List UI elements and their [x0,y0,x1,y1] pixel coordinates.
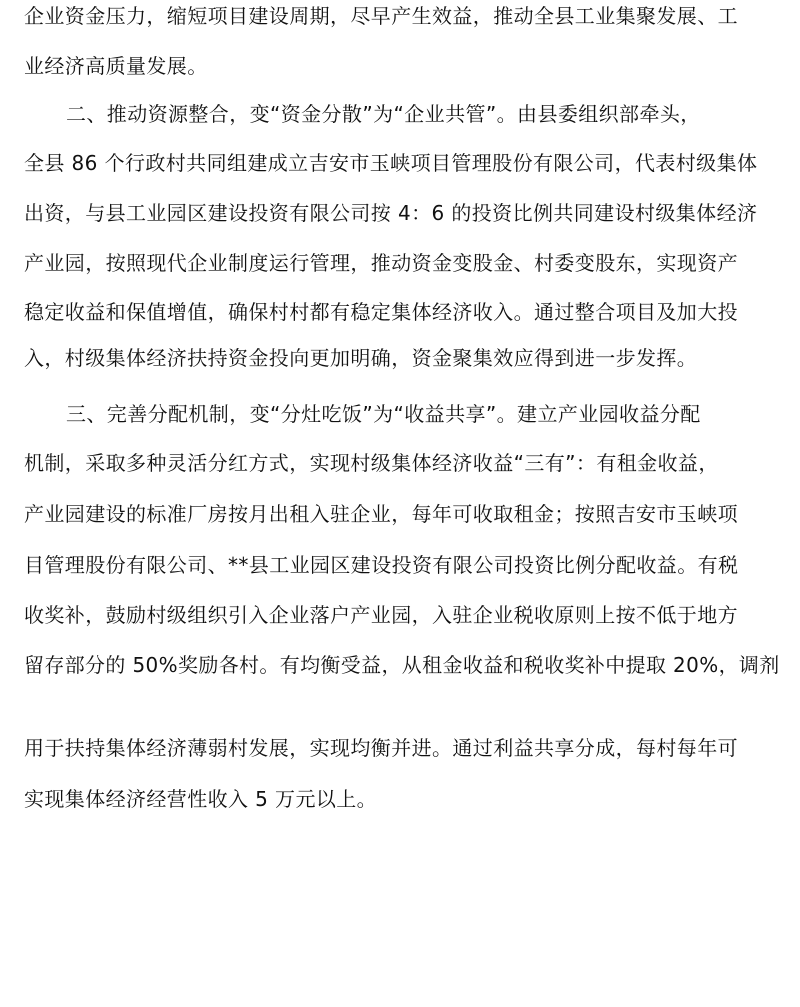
paragraph-line: 二、推动资源整合，变“资金分散”为“企业共管”。由县委组织部牵头， [66,102,701,126]
paragraph-line: 产业园建设的标准厂房按月出租入驻企业，每年可收取租金；按照吉安市玉峡项 [24,502,738,526]
paragraph-line: 出资，与县工业园区建设投资有限公司按 4：6 的投资比例共同建设村级集体经济 [24,201,758,225]
paragraph-line: 全县 86 个行政村共同组建成立吉安市玉峡项目管理股份有限公司，代表村级集体 [24,151,758,175]
paragraph-line: 三、完善分配机制，变“分灶吃饭”为“收益共享”。建立产业园收益分配 [66,402,701,426]
paragraph-line: 用于扶持集体经济薄弱村发展，实现均衡并进。通过利益共享分成，每村每年可 [24,736,738,760]
paragraph-line: 产业园，按照现代企业制度运行管理，推动资金变股金、村委变股东，实现资产 [24,251,738,275]
paragraph-line: 收奖补，鼓励村级组织引入企业落户产业园，入驻企业税收原则上按不低于地方 [24,603,738,627]
paragraph-line: 实现集体经济经营性收入 5 万元以上。 [24,787,378,811]
paragraph-line: 企业资金压力，缩短项目建设周期，尽早产生效益，推动全县工业集聚发展、工 [24,4,738,28]
paragraph-line: 稳定收益和保值增值，确保村村都有稳定集体经济收入。通过整合项目及加大投 [24,300,738,324]
paragraph-line: 留存部分的 50%奖励各村。有均衡受益，从租金收益和税收奖补中提取 20%，调剂 [24,653,780,677]
paragraph-line: 入，村级集体经济扶持资金投向更加明确，资金聚集效应得到进一步发挥。 [24,346,698,370]
paragraph-line: 机制，采取多种灵活分红方式，实现村级集体经济收益“三有”：有租金收益， [24,451,719,475]
paragraph-line: 目管理股份有限公司、**县工业园区建设投资有限公司投资比例分配收益。有税 [24,553,739,577]
paragraph-line: 业经济高质量发展。 [24,54,208,78]
